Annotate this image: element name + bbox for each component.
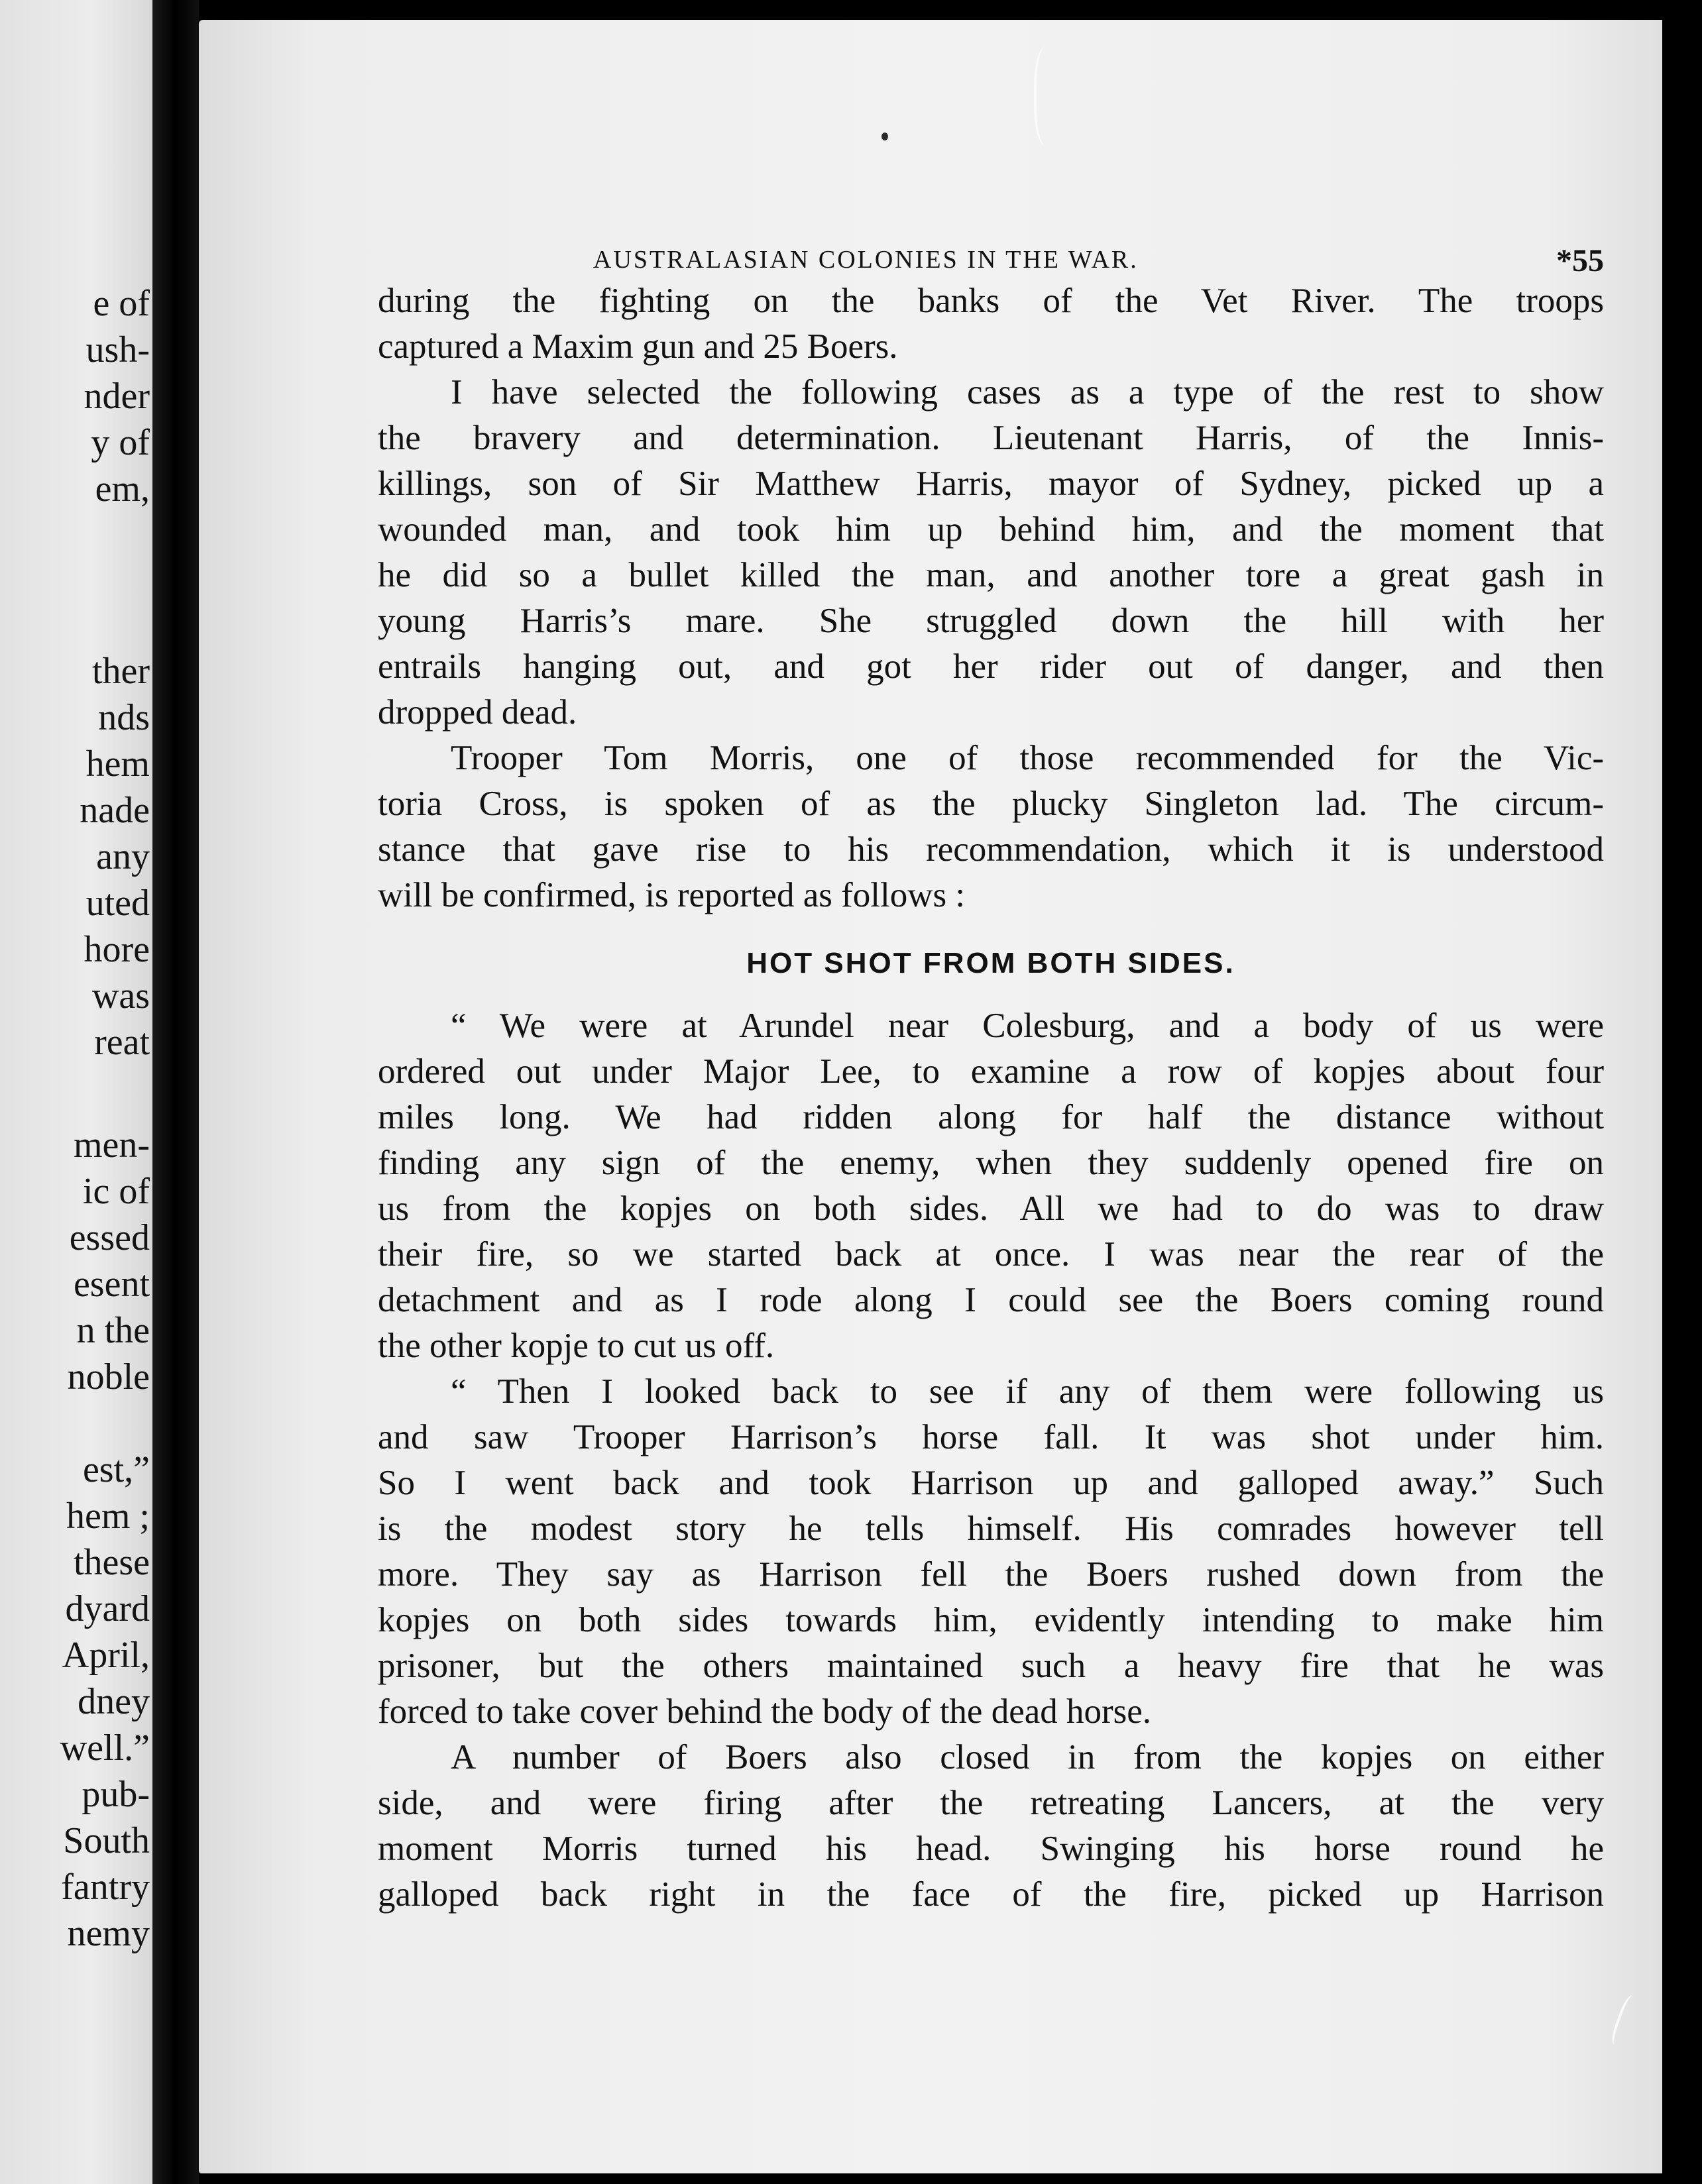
left-page-text-fragment: essed xyxy=(69,1217,150,1258)
scan-scratch xyxy=(1609,1993,1642,2048)
scan-speck xyxy=(881,133,888,140)
left-page-text-fragment: was xyxy=(91,975,150,1016)
text-line: ordered out under Major Lee, to examine a row of kopjes about four xyxy=(378,1052,1604,1091)
left-page-text-fragment: em, xyxy=(95,468,150,510)
text-line: their fire, so we started back at once. I was near the rear of the xyxy=(378,1235,1604,1274)
left-page-text-fragment: these xyxy=(73,1542,150,1583)
text-line: Trooper Tom Morris, one of those recommended for the Vic- xyxy=(451,739,1604,777)
paragraph-4 xyxy=(378,1003,1604,1369)
left-page-text-fragment: nemy xyxy=(67,1913,150,1954)
left-page-text-fragment: nds xyxy=(98,697,150,738)
left-page-text-fragment: e of xyxy=(93,283,150,324)
text-line: will be confirmed, is reported as follows : xyxy=(378,876,966,914)
text-line: galloped back right in the face of the fire, picked up Harrison xyxy=(378,1875,1604,1914)
left-facing-page xyxy=(0,0,152,2184)
page-content xyxy=(378,219,1604,1918)
paragraph-3 xyxy=(378,736,1604,918)
text-line: young Harris’s mare. She struggled down the hill with her xyxy=(378,602,1604,640)
text-line: prisoner, but the others maintained such a heavy fire that he was xyxy=(378,1647,1604,1685)
text-line: detachment and as I rode along I could see the Boers coming round xyxy=(378,1281,1604,1319)
left-page-text-fragment: esent xyxy=(73,1264,150,1305)
left-page-text-fragment: nder xyxy=(84,376,150,417)
left-page-text-fragment: ther xyxy=(91,651,150,692)
text-line: side, and were firing after the retreating Lancers, at the very xyxy=(378,1784,1604,1822)
text-line: toria Cross, is spoken of as the plucky Singleton lad. The circum- xyxy=(378,785,1604,823)
right-page xyxy=(199,20,1662,2173)
left-page-text-fragment: ic of xyxy=(82,1171,150,1212)
paragraph-1 xyxy=(378,278,1604,370)
left-page-text-fragment: men- xyxy=(73,1124,150,1166)
left-page-text-fragment: April, xyxy=(62,1635,150,1676)
text-line: us from the kopjes on both sides. All we had to do was to draw xyxy=(378,1189,1604,1228)
text-line: So I went back and took Harrison up and galloped away.” Such xyxy=(378,1464,1604,1502)
text-line: stance that gave rise to his recommendation, which it is understood xyxy=(378,830,1604,869)
text-line: forced to take cover behind the body of the dead horse. xyxy=(378,1692,1152,1731)
running-title: AUSTRALASIAN COLONIES IN THE WAR. xyxy=(593,246,1139,274)
left-page-text-fragment: reat xyxy=(94,1022,150,1063)
text-line: he did so a bullet killed the man, and another tore a great gash in xyxy=(378,556,1604,594)
text-line: A number of Boers also closed in from the kopjes on either xyxy=(451,1738,1604,1776)
text-line: miles long. We had ridden along for half the distance without xyxy=(378,1098,1604,1136)
left-page-text-fragment: dney xyxy=(78,1681,150,1722)
text-line: kopjes on both sides towards him, evidently intending to make him xyxy=(378,1601,1604,1639)
body-text xyxy=(378,278,1604,1918)
text-line: killings, son of Sir Matthew Harris, mayor of Sydney, picked up a xyxy=(378,464,1604,503)
left-page-text-fragment: pub- xyxy=(82,1774,150,1815)
text-line: I have selected the following cases as a type of the rest to show xyxy=(451,373,1604,411)
paragraph-6 xyxy=(378,1735,1604,1918)
left-page-text-fragment: hore xyxy=(84,929,150,970)
paragraph-2 xyxy=(378,370,1604,736)
text-line: the bravery and determination. Lieutenant Harris, of the Innis- xyxy=(378,419,1604,457)
left-page-text-fragment: ush- xyxy=(85,329,150,370)
left-page-text-fragment: well.” xyxy=(60,1727,150,1769)
left-page-text-fragment: dyard xyxy=(65,1588,150,1629)
left-page-text-fragment: fantry xyxy=(61,1867,150,1908)
left-page-text-fragment: noble xyxy=(67,1356,150,1397)
section-heading: HOT SHOT FROM BOTH SIDES. xyxy=(746,947,1235,979)
left-page-text-fragment: hem ; xyxy=(66,1496,150,1537)
left-page-text-fragment: n the xyxy=(76,1310,150,1351)
left-page-text-fragment: any xyxy=(96,836,150,877)
scan-border xyxy=(1662,20,1702,2184)
left-page-text-fragment: South xyxy=(63,1820,150,1861)
text-line: during the fighting on the banks of the Vet River. The troops xyxy=(378,282,1604,320)
left-page-text-fragment: hem xyxy=(85,743,150,785)
text-line: and saw Trooper Harrison’s horse fall. It was shot under him. xyxy=(378,1418,1604,1456)
text-line: “ Then I looked back to see if any of them were following us xyxy=(451,1372,1604,1411)
text-line: wounded man, and took him up behind him, and the moment that xyxy=(378,510,1604,549)
text-line: entrails hanging out, and got her rider out of danger, and then xyxy=(378,647,1604,686)
text-line: captured a Maxim gun and 25 Boers. xyxy=(378,327,898,366)
page-number: *55 xyxy=(1556,243,1604,278)
book-gutter xyxy=(152,0,199,2184)
text-line: is the modest story he tells himself. His comrades however tell xyxy=(378,1509,1604,1548)
left-page-text-fragment: est,” xyxy=(82,1449,150,1490)
left-page-text-fragment: nade xyxy=(80,790,150,831)
paragraph-5 xyxy=(378,1369,1604,1735)
left-page-text-fragment: uted xyxy=(85,883,150,924)
text-line: dropped dead. xyxy=(378,693,577,732)
text-line: more. They say as Harrison fell the Boers rushed down from the xyxy=(378,1555,1604,1594)
text-line: finding any sign of the enemy, when they suddenly opened fire on xyxy=(378,1144,1604,1182)
left-page-text-fragment: y of xyxy=(91,422,150,463)
text-line: the other kopje to cut us off. xyxy=(378,1327,775,1365)
text-line: moment Morris turned his head. Swinging his horse round he xyxy=(378,1829,1604,1868)
text-line: “ We were at Arundel near Colesburg, and a body of us were xyxy=(451,1007,1604,1045)
running-header xyxy=(378,219,1604,278)
scan-scratch xyxy=(1034,46,1063,146)
